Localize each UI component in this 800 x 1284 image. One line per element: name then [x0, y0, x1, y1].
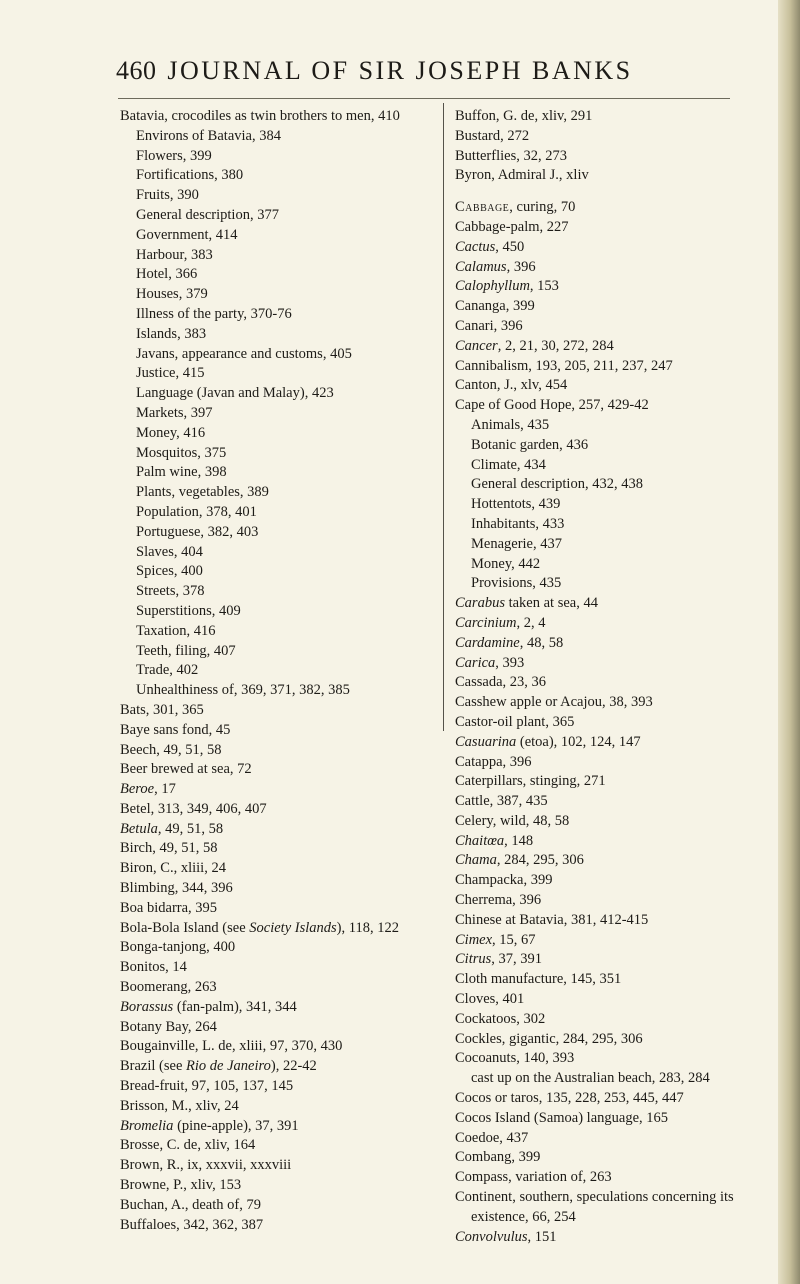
index-subentry: Animals, 435 — [471, 416, 550, 433]
index-subentry: cast up on the Australian beach, 283, 284 — [471, 1070, 710, 1087]
index-entry: Cockles, gigantic, 284, 295, 306 — [455, 1030, 643, 1047]
index-entry: Cactus, 450 — [455, 238, 525, 255]
index-entry: Cape of Good Hope, 257, 429-42 — [455, 397, 649, 414]
index-subentry: Islands, 383 — [136, 325, 207, 342]
index-entry: Beer brewed at sea, 72 — [120, 761, 252, 778]
index-subentry: Plants, vegetables, 389 — [136, 484, 269, 501]
index-entry: Castor-oil plant, 365 — [455, 713, 575, 730]
index-entry: Blimbing, 344, 396 — [120, 880, 233, 897]
index-subentry: Superstitions, 409 — [136, 602, 241, 619]
index-entry: Cockatoos, 302 — [455, 1010, 546, 1027]
index-subentry: Environs of Batavia, 384 — [136, 127, 281, 144]
index-subentry: Teeth, filing, 407 — [136, 642, 236, 659]
index-entry: Carcinium, 2, 4 — [455, 614, 546, 631]
index-subentry: Unhealthiness of, 369, 371, 382, 385 — [136, 682, 350, 699]
index-entry: Calamus, 396 — [455, 258, 536, 275]
index-entry: Brown, R., ix, xxxvii, xxxviii — [120, 1157, 292, 1174]
index-entry: Chama, 284, 295, 306 — [455, 852, 584, 869]
index-entry: Byron, Admiral J., xliv — [455, 167, 589, 184]
index-entry: Butterflies, 32, 273 — [455, 147, 567, 164]
index-entry: Cabbage-palm, 227 — [455, 218, 569, 235]
index-subentry: Taxation, 416 — [136, 622, 216, 639]
index-entry: Buchan, A., death of, 79 — [120, 1196, 261, 1213]
index-section-gap — [455, 186, 765, 198]
index-entry: Bromelia (pine-apple), 37, 391 — [120, 1117, 299, 1134]
index-entry: Brisson, M., xliv, 24 — [120, 1097, 239, 1114]
index-entry: Browne, P., xliv, 153 — [120, 1177, 242, 1194]
index-entry: Casuarina (etoa), 102, 124, 147 — [455, 733, 641, 750]
index-entry: Betel, 313, 349, 406, 407 — [120, 800, 267, 817]
index-entry: Casshew apple or Acajou, 38, 393 — [455, 694, 653, 711]
index-subentry: Flowers, 399 — [136, 147, 212, 164]
index-entry: Carica, 393 — [455, 654, 525, 671]
index-subentry: Fruits, 390 — [136, 187, 199, 204]
index-subentry: Money, 416 — [136, 424, 206, 441]
index-subentry: Harbour, 383 — [136, 246, 213, 263]
index-subentry: Streets, 378 — [136, 583, 205, 600]
index-entry: Canari, 396 — [455, 317, 523, 334]
index-entry: Cananga, 399 — [455, 298, 535, 315]
index-subentry: Population, 378, 401 — [136, 503, 257, 520]
index-entry: Bola-Bola Island (see Society Islands), 118, 122 — [120, 919, 399, 936]
index-subentry: General description, 377 — [136, 206, 279, 223]
index-entry: Borassus (fan-palm), 341, 344 — [120, 998, 297, 1015]
index-column-right — [455, 107, 765, 1247]
index-entry: Cattle, 387, 435 — [455, 793, 548, 810]
index-entry: Celery, wild, 48, 58 — [455, 812, 570, 829]
index-entry: Canton, J., xlv, 454 — [455, 377, 568, 394]
index-entry: Betula, 49, 51, 58 — [120, 820, 224, 837]
index-subentry: General description, 432, 438 — [471, 476, 643, 493]
index-entry: Cherrema, 396 — [455, 892, 542, 909]
index-subentry: Botanic garden, 436 — [471, 436, 589, 453]
index-entry: Bonitos, 14 — [120, 959, 187, 976]
index-entry: Chaitœa, 148 — [455, 832, 534, 849]
index-entry: Brazil (see Rio de Janeiro), 22-42 — [120, 1058, 317, 1075]
index-entry: Cimex, 15, 67 — [455, 931, 536, 948]
page-edge — [778, 0, 800, 1284]
index-entry: Combang, 399 — [455, 1149, 541, 1166]
index-subentry: Climate, 434 — [471, 456, 546, 473]
index-subentry: Hotel, 366 — [136, 266, 198, 283]
index-entry: Cloves, 401 — [455, 991, 525, 1008]
index-entry: Baye sans fond, 45 — [120, 721, 231, 738]
index-subentry: Illness of the party, 370-76 — [136, 305, 292, 322]
index-entry: Caterpillars, stinging, 271 — [455, 773, 606, 790]
index-entry: Convolvulus, 151 — [455, 1228, 557, 1245]
index-entry: Biron, C., xliii, 24 — [120, 860, 226, 877]
index-entry: Boa bidarra, 395 — [120, 899, 218, 916]
index-entry: Batavia, crocodiles as twin brothers to men, 410 — [120, 108, 400, 124]
index-subentry: Palm wine, 398 — [136, 464, 227, 481]
index-entry: Catappa, 396 — [455, 753, 532, 770]
index-entry: Cannibalism, 193, 205, 211, 237, 247 — [455, 357, 673, 374]
index-subentry: Provisions, 435 — [471, 575, 562, 592]
index-entry: Bonga-tanjong, 400 — [120, 939, 236, 956]
index-entry: Calophyllum, 153 — [455, 278, 559, 295]
index-entry: Buffaloes, 342, 362, 387 — [120, 1216, 264, 1233]
index-subentry: Slaves, 404 — [136, 543, 203, 560]
index-subentry: Language (Javan and Malay), 423 — [136, 385, 334, 402]
index-entry: Bougainville, L. de, xliii, 97, 370, 430 — [120, 1038, 343, 1055]
index-subentry: Javans, appearance and customs, 405 — [136, 345, 352, 362]
index-entry: Birch, 49, 51, 58 — [120, 840, 218, 857]
index-entry: Buffon, G. de, xliv, 291 — [455, 108, 593, 124]
running-title: JOURNAL OF SIR JOSEPH BANKS — [167, 56, 633, 85]
index-entry: Chinese at Batavia, 381, 412-415 — [455, 911, 649, 928]
index-entry: Coedoe, 437 — [455, 1129, 529, 1146]
index-entry: Cloth manufacture, 145, 351 — [455, 971, 622, 988]
index-column-left — [120, 107, 430, 1235]
index-entry: Champacka, 399 — [455, 872, 553, 889]
index-entry: Bustard, 272 — [455, 127, 530, 144]
index-subentry: Trade, 402 — [136, 662, 199, 679]
index-entry: Cabbage, curing, 70 — [455, 199, 576, 216]
index-subentry: Money, 442 — [471, 555, 541, 572]
index-subentry: Markets, 397 — [136, 404, 213, 421]
index-entry: Botany Bay, 264 — [120, 1018, 217, 1035]
index-entry: Continent, southern, speculations concerning its existence, 66, 254 — [455, 1189, 734, 1225]
index-entry: Bats, 301, 365 — [120, 701, 204, 718]
index-entry: Boomerang, 263 — [120, 979, 217, 996]
index-entry: Cardamine, 48, 58 — [455, 634, 564, 651]
index-entry: Cancer, 2, 21, 30, 272, 284 — [455, 337, 614, 354]
index-entry: Cocos or taros, 135, 228, 253, 445, 447 — [455, 1090, 684, 1107]
index-entry: Brosse, C. de, xliv, 164 — [120, 1137, 256, 1154]
index-subentry: Menagerie, 437 — [471, 535, 562, 552]
index-subentry: Mosquitos, 375 — [136, 444, 227, 461]
index-subentry: Houses, 379 — [136, 286, 208, 303]
index-subentry: Fortifications, 380 — [136, 167, 244, 184]
index-subentry: Justice, 415 — [136, 365, 205, 382]
index-entry: Compass, variation of, 263 — [455, 1169, 612, 1186]
index-entry: Cocoanuts, 140, 393 — [455, 1050, 575, 1067]
index-entry: Beroe, 17 — [120, 781, 176, 798]
index-entry: Cassada, 23, 36 — [455, 674, 547, 691]
index-entry: Carabus taken at sea, 44 — [455, 595, 598, 612]
page-number: 460 — [116, 56, 157, 85]
index-subentry: Inhabitants, 433 — [471, 515, 565, 532]
column-divider — [443, 103, 444, 731]
running-header — [0, 56, 800, 92]
index-subentry: Spices, 400 — [136, 563, 203, 580]
header-rule — [118, 98, 730, 99]
index-entry: Bread-fruit, 97, 105, 137, 145 — [120, 1078, 294, 1095]
index-subentry: Portuguese, 382, 403 — [136, 523, 259, 540]
index-subentry: Hottentots, 439 — [471, 496, 561, 513]
index-entry: Cocos Island (Samoa) language, 165 — [455, 1109, 669, 1126]
index-entry: Beech, 49, 51, 58 — [120, 741, 222, 758]
index-entry: Citrus, 37, 391 — [455, 951, 543, 968]
index-subentry: Government, 414 — [136, 226, 238, 243]
